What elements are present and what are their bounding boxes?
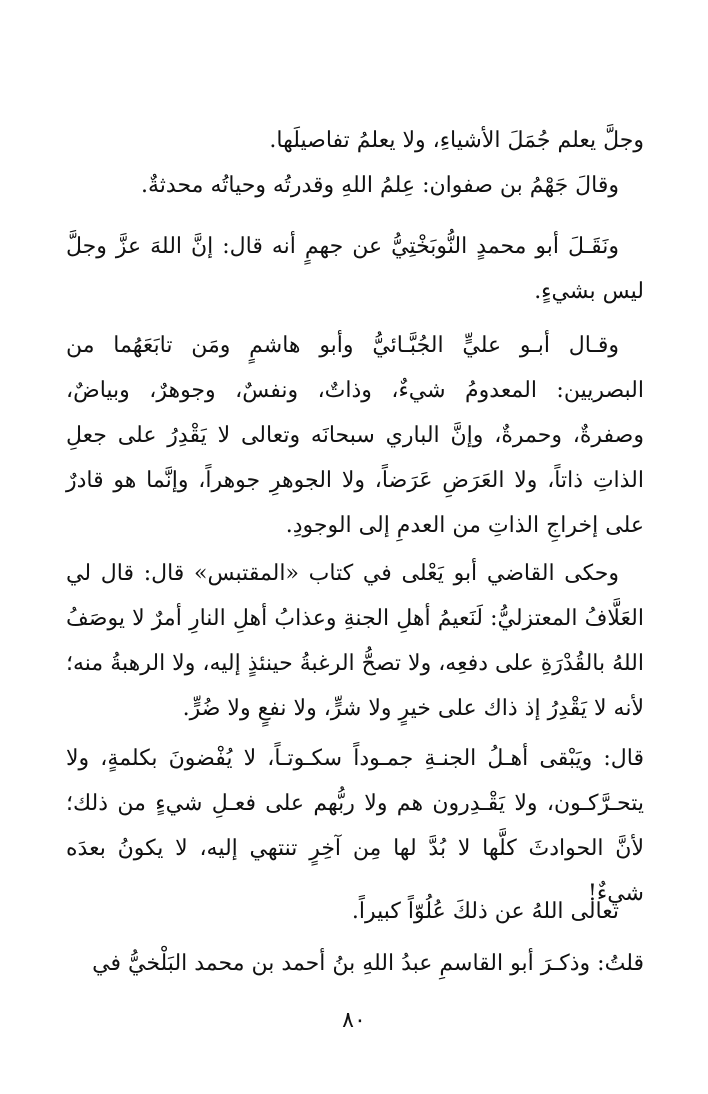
paragraph-8: قلتُ: وذكـرَ أبو القاسمِ عبدُ اللهِ بنُ أحمد بن محمد البَلْخيُّ في — [92, 951, 644, 976]
paragraph-6: قال: ويَبْقى أهـلُ الجنـةِ جمـوداً سكـوتـاً، لا يُفْضونَ بكلمةٍ، ولا يتحـرَّكـون، ولا يَقْـدِرون هم ولا ربُّهم على فعـلِ شيءٍ من ذلك؛ لأنَّ الحوادثَ كلَّها لا بُدَّ لها مِن آخِرٍ تنتهي إليه، لا يكونُ بعدَه شيءٌ! — [66, 746, 644, 906]
paragraph-3: ونَقَـلَ أبو محمدٍ النُّوبَخْتِيُّ عن جهمٍ أنه قال: إنَّ اللهَ عزَّ وجلَّ ليس بشيءٍ. — [66, 234, 644, 304]
paragraph-7-block — [66, 889, 644, 934]
paragraph-2: وقالَ جَهْمُ بن صفوان: عِلمُ اللهِ وقدرتُه وحياتُه محدثةٌ. — [141, 173, 619, 198]
paragraph-5-block — [66, 551, 644, 731]
paragraph-3-block — [66, 224, 644, 314]
paragraph-4: وقـال أبـو عليٍّ الجُبَّـائيُّ وأبو هاشمٍ ومَن تابَعَهُما من البصريين: المعدومُ شيءٌ، وذاتٌ، ونفسٌ، وجوهرٌ، وبياضٌ، وصفرةٌ، وحمرةٌ، وإنَّ الباري سبحانَه وتعالى لا يَقْدِرُ على جعلِ الذاتِ ذاتاً، ولا العَرَضِ عَرَضاً، ولا الجوهرِ جوهراً، وإنَّما هو قادرٌ على إخراجِ الذاتِ من العدمِ إلى الوجودِ. — [66, 333, 644, 538]
page-number: ٨٠ — [342, 1008, 366, 1033]
paragraph-7: تعالى اللهُ عن ذلكَ عُلُوّاً كبيراً. — [351, 899, 619, 924]
paragraph-8-block — [66, 941, 644, 986]
paragraph-1-block — [66, 118, 644, 163]
paragraph-5: وحكى القاضي أبو يَعْلى في كتاب «المقتبس» قال: قال لي العَلَّافُ المعتزليُّ: لَنَعيمُ أهلِ الجنةِ وعذابُ أهلِ النارِ أمرٌ لا يوصَفُ اللهُ بالقُدْرَةِ على دفعِه، ولا تصحُّ الرغبةُ حينئذٍ إليه، ولا الرهبةُ منه؛ لأنه لا يَقْدِرُ إذ ذاك على خيرٍ ولا شرٍّ، ولا نفعٍ ولا ضُرٍّ. — [66, 561, 644, 721]
paragraph-4-block — [66, 323, 644, 548]
paragraph-2-block — [66, 163, 644, 208]
paragraph-1: وجلَّ يعلم جُمَلَ الأشياءِ، ولا يعلمُ تفاصيلَها. — [269, 128, 644, 153]
